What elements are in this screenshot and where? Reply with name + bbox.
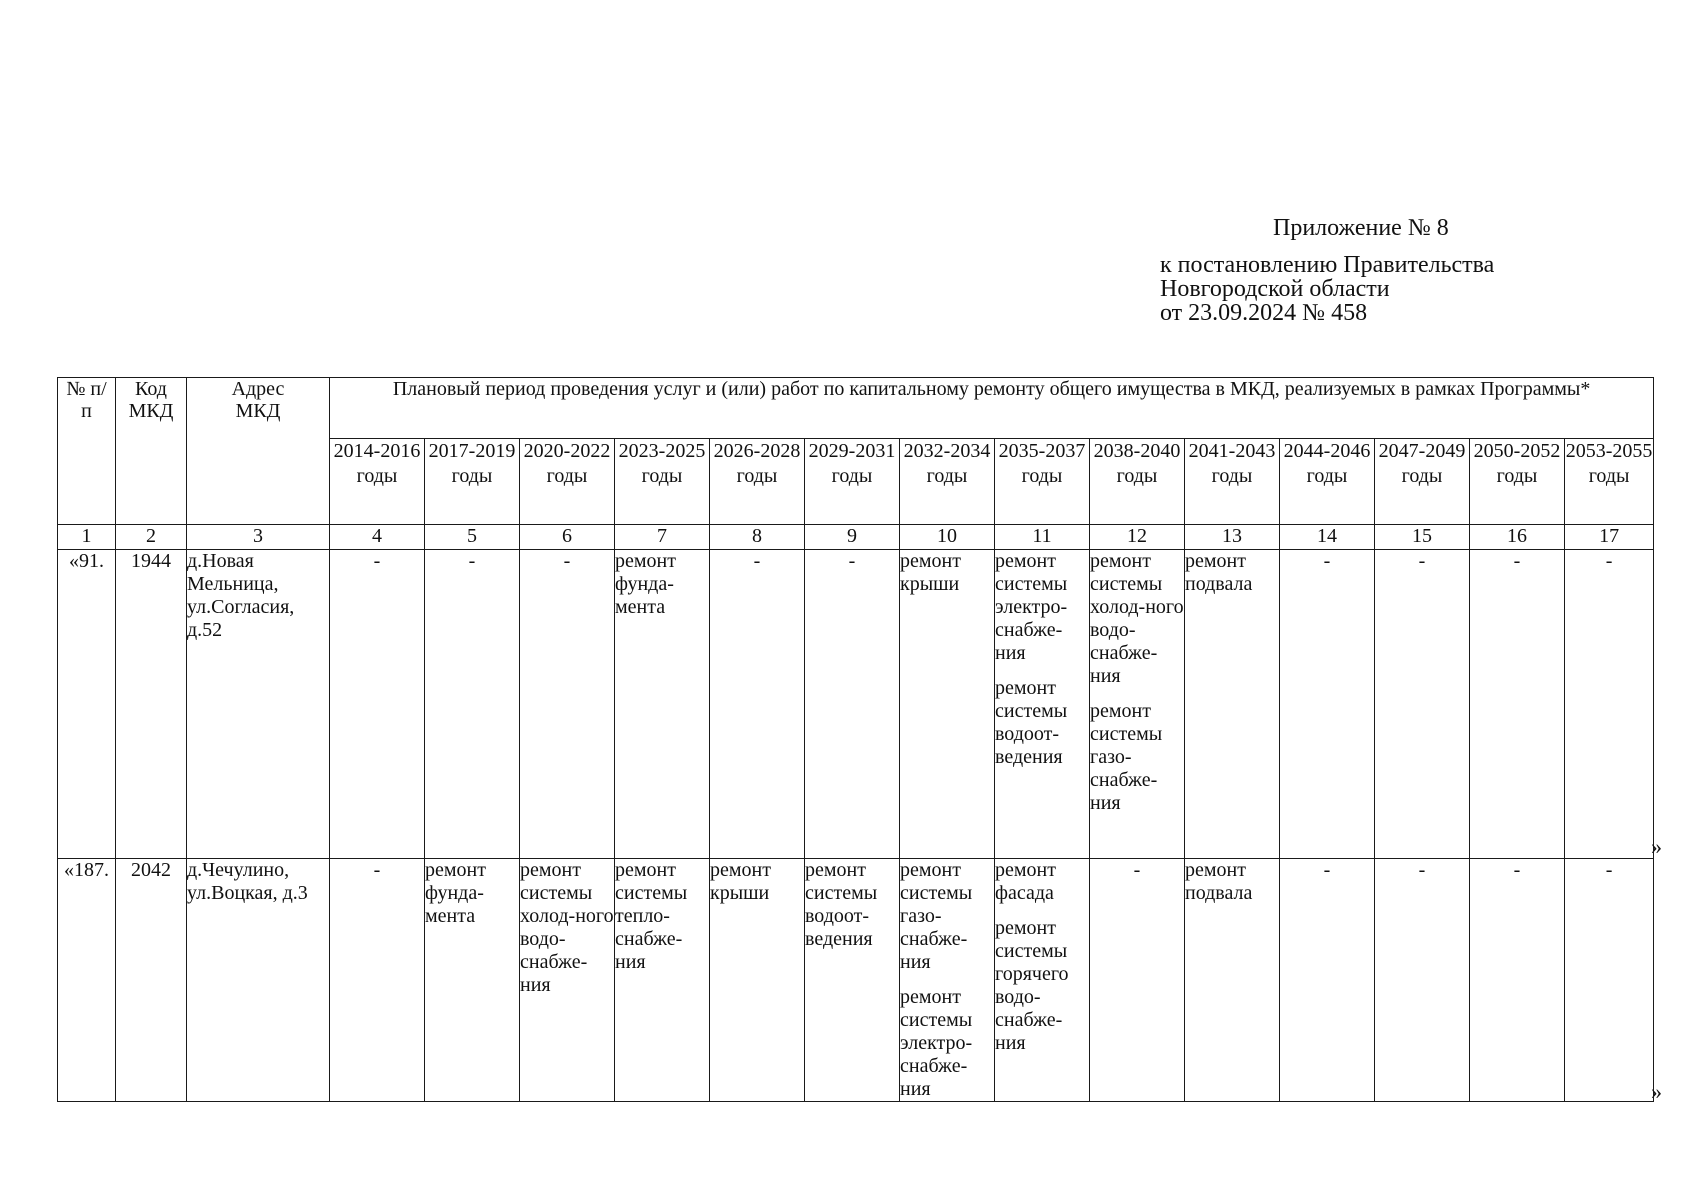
- period-cell: [615, 859, 710, 1102]
- no-work-dash: -: [1323, 859, 1331, 881]
- building-code: 2042: [116, 859, 187, 1102]
- no-work-dash: -: [1605, 550, 1613, 572]
- column-number: 11: [995, 525, 1090, 550]
- period-cell: [1280, 859, 1375, 1102]
- period-cell: [330, 859, 425, 1102]
- no-work-dash: -: [1418, 550, 1426, 572]
- work-item: ремонт подвала: [1185, 550, 1253, 595]
- row-end-quote: »: [1651, 1079, 1662, 1104]
- work-item: ремонт системы газо-снабже-ния: [1090, 700, 1163, 814]
- column-header-planned-period: Плановый период проведения услуг и (или) работ по капитальному ремонту общего имущества в МКД, реализуемых в рамках Программы*: [330, 378, 1654, 439]
- building-address: д.Чечулино, ул.Воцкая, д.3: [187, 859, 330, 1102]
- work-item: ремонт системы электро-снабже-ния: [900, 986, 973, 1100]
- building-address: д.Новая Мельница, ул.Согласия, д.52: [187, 550, 330, 859]
- table-row: [58, 550, 1654, 859]
- work-item: ремонт фунда-мента: [425, 859, 486, 927]
- period-cell: [425, 859, 520, 1102]
- period-cell: [1375, 859, 1470, 1102]
- no-work-dash: -: [1133, 859, 1141, 881]
- column-header-period: 2044-2046 годы: [1280, 439, 1375, 525]
- column-number: 17: [1565, 525, 1654, 550]
- period-cell: [1090, 859, 1185, 1102]
- column-header-period: 2014-2016 годы: [330, 439, 425, 525]
- appendix-title: Приложение № 8: [1273, 215, 1449, 241]
- no-work-dash: -: [1418, 859, 1426, 881]
- no-work-dash: -: [1323, 550, 1331, 572]
- period-cell: [995, 550, 1090, 859]
- column-number: 4: [330, 525, 425, 550]
- column-header-period: 2047-2049 годы: [1375, 439, 1470, 525]
- column-number: 15: [1375, 525, 1470, 550]
- column-header-code: Код МКД: [116, 378, 187, 525]
- work-item: ремонт системы водоот-ведения: [805, 859, 878, 950]
- appendix-header: [1160, 216, 1660, 325]
- period-cell: [330, 550, 425, 859]
- column-header-period: 2041-2043 годы: [1185, 439, 1280, 525]
- work-item: ремонт системы горячего водо-снабже-ния: [995, 917, 1069, 1054]
- column-header-period: 2017-2019 годы: [425, 439, 520, 525]
- column-header-period: 2038-2040 годы: [1090, 439, 1185, 525]
- column-header-period: 2050-2052 годы: [1470, 439, 1565, 525]
- no-work-dash: -: [563, 550, 571, 572]
- period-cell: [995, 859, 1090, 1102]
- no-work-dash: -: [1513, 550, 1521, 572]
- no-work-dash: -: [1605, 859, 1613, 881]
- column-number: 2: [116, 525, 187, 550]
- work-item: ремонт крыши: [710, 859, 771, 904]
- period-cell: [1280, 550, 1375, 859]
- row-end-quote: »: [1651, 834, 1662, 859]
- period-cell: [710, 859, 805, 1102]
- period-cell: [1375, 550, 1470, 859]
- appendix-region-line: Новгородской области: [1160, 276, 1390, 302]
- work-item: ремонт подвала: [1185, 859, 1253, 904]
- no-work-dash: -: [373, 859, 381, 881]
- work-item: ремонт системы холод-ного водо-снабже-ния: [520, 859, 614, 996]
- period-cell: [520, 550, 615, 859]
- period-cell: [1185, 859, 1280, 1102]
- period-cell: [1565, 550, 1654, 859]
- no-work-dash: -: [468, 550, 476, 572]
- column-header-period: 2029-2031 годы: [805, 439, 900, 525]
- column-header-address: Адрес МКД: [187, 378, 330, 525]
- appendix-date-line: от 23.09.2024 № 458: [1160, 300, 1368, 326]
- period-cell: [1565, 859, 1654, 1102]
- work-item: ремонт крыши: [900, 550, 961, 595]
- row-number: «91.: [58, 550, 116, 859]
- period-cell: [1185, 550, 1280, 859]
- no-work-dash: -: [753, 550, 761, 572]
- no-work-dash: -: [373, 550, 381, 572]
- work-item: ремонт системы электро-снабже-ния: [995, 550, 1068, 664]
- period-cell: [615, 550, 710, 859]
- column-number: 5: [425, 525, 520, 550]
- row-number: «187.: [58, 859, 116, 1102]
- appendix-resolution-line: к постановлению Правительства: [1160, 252, 1495, 278]
- work-item: ремонт системы холод-ного водо-снабже-ния: [1090, 550, 1184, 687]
- repair-schedule-table: [57, 377, 1654, 1102]
- header-row-1: [58, 378, 1654, 439]
- work-item: ремонт системы водоот-ведения: [995, 677, 1068, 768]
- period-cell: [805, 859, 900, 1102]
- period-cell: [710, 550, 805, 859]
- column-header-period: 2032-2034 годы: [900, 439, 995, 525]
- work-item: ремонт системы тепло-снабже-ния: [615, 859, 688, 973]
- period-cell: [520, 859, 615, 1102]
- column-header-period: 2026-2028 годы: [710, 439, 805, 525]
- work-item: ремонт фасада: [995, 859, 1056, 904]
- column-number: 14: [1280, 525, 1375, 550]
- column-header-period: 2053-2055 годы: [1565, 439, 1654, 525]
- period-cell: [805, 550, 900, 859]
- column-number: 9: [805, 525, 900, 550]
- column-number: 3: [187, 525, 330, 550]
- table-row: [58, 859, 1654, 1102]
- column-header-period: 2035-2037 годы: [995, 439, 1090, 525]
- period-cell: [1470, 859, 1565, 1102]
- no-work-dash: -: [1513, 859, 1521, 881]
- period-cell: [900, 550, 995, 859]
- period-cell: [425, 550, 520, 859]
- column-number: 13: [1185, 525, 1280, 550]
- building-code: 1944: [116, 550, 187, 859]
- header-row-column-numbers: [58, 525, 1654, 550]
- column-number: 16: [1470, 525, 1565, 550]
- column-number: 12: [1090, 525, 1185, 550]
- column-header-period: 2020-2022 годы: [520, 439, 615, 525]
- work-item: ремонт системы газо-снабже-ния: [900, 859, 973, 973]
- period-cell: [900, 859, 995, 1102]
- period-cell: [1090, 550, 1185, 859]
- column-number: 1: [58, 525, 116, 550]
- column-number: 7: [615, 525, 710, 550]
- column-number: 6: [520, 525, 615, 550]
- column-header-period: 2023-2025 годы: [615, 439, 710, 525]
- column-number: 8: [710, 525, 805, 550]
- period-cell: [1470, 550, 1565, 859]
- work-item: ремонт фунда-мента: [615, 550, 676, 618]
- column-header-num: № п/п: [58, 378, 116, 525]
- no-work-dash: -: [848, 550, 856, 572]
- column-number: 10: [900, 525, 995, 550]
